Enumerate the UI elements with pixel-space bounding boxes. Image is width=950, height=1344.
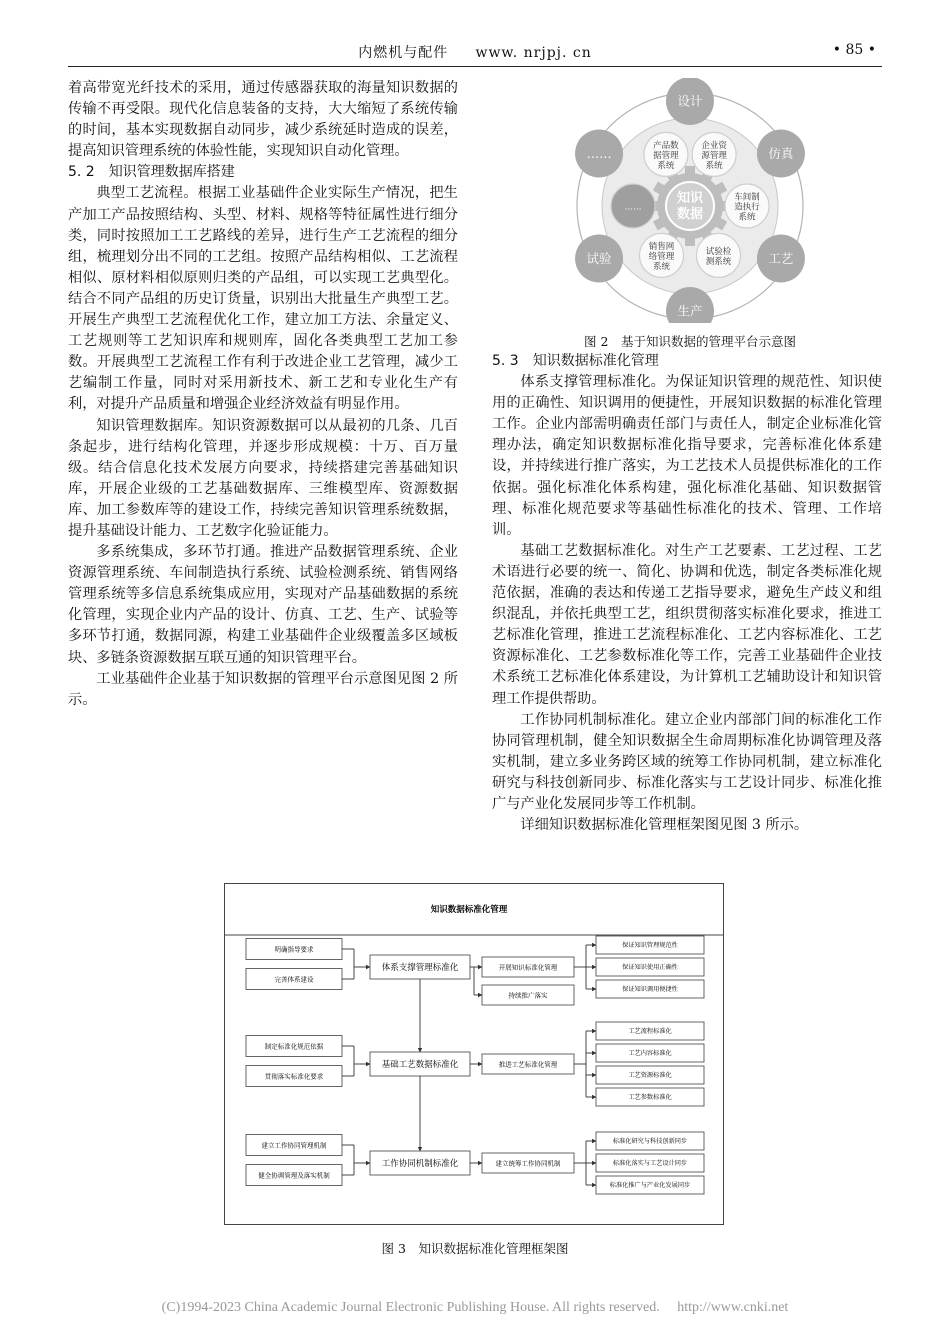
fig3-title: 知识数据标准化管理 [430,905,508,915]
fig2-system-label: 系统 [738,212,756,223]
copyright-footer: (C)1994-2023 China Academic Journal Electronic Publishing House. All rights reserved. http://www.cnki.net [161,1300,789,1315]
fig3-input-box-label: 健全协调管理及落实机制 [258,1171,330,1180]
fig2-system-label: 试验检 [705,246,732,257]
right-column [492,351,882,836]
fig3-output-box-label: 标准化研究与科技创新同步 [612,1138,688,1146]
fig3-output-box-label: 工艺流程标准化 [628,1028,672,1036]
fig2-system-label: 产品数 [653,140,679,151]
header-rule [68,66,882,67]
paragraph: 体系支撑管理标准化。为保证知识管理的规范性、知识使用的正确性、知识调用的便捷性，开展知识数据的标准化管理工作。企业内部需明确责任部门与责任人，制定企业标准化管理办法，确定知识数据标准化指导要求，完善标准化体系建设，并持续进行推广落实，为工艺技术人员提供标准化的工作依据。强化标准化体系构建，强化标准化基础、知识数据管理、标准化规范要求等基础性标准化的技术、管理、工作培训。 [492,374,882,538]
fig2-system-label: 企业资 [701,140,727,151]
fig2-system-label: 系统 [705,160,723,171]
fig2-stage-label: …… [586,146,612,161]
fig3-main-box-label: 体系支撑管理标准化 [381,963,459,974]
fig3-process-box-label: 推进工艺标准化管理 [498,1060,558,1069]
section-heading-5-2: 5. 2 知识管理数据库搭建 [68,164,235,181]
fig3-output-box-label: 工艺参数标准化 [628,1094,672,1102]
paragraph: 工作协同机制标准化。建立企业内部部门间的标准化工作协同管理机制，健全知识数据全生命周期标准化协调管理及落实机制，建立多业务跨区域的统筹工作协同机制，建立标准化研究与科技创新同步、标准化落实与工艺设计同步、标准化推广与产业化发展同步等工作机制。 [492,711,882,812]
paragraph: 典型工艺流程。根据工业基础件企业实际生产情况，把生产加工产品按照结构、头型、材料、规格等特征属性进行细分类，同时按照加工工艺路线的差异，进行生产工艺流程的细分组，梳理划分出不同的工艺组。按照产品结构相似、工艺流程相似、原材料相似原则归类的产品组，可以实现工艺典型化。结合不同产品组的历史订货量，识别出大批量生产典型工艺。开展生产典型工艺流程优化工作，建立加工方法、余量定义、工艺规则等工艺知识库和规则库，固化各类典型工艺加工参数。开展典型工艺流程工作有利于改进企业工艺管理，减少工艺编制工作量，同时对采用新技术、新工艺和专业化生产有利，对提升产品质量和增强企业经济效益有明显作用。 [68,185,458,413]
fig3-input-box-label: 制定标准化规范依据 [264,1042,324,1051]
fig2-stage-label: 试验 [586,251,612,266]
left-column [68,78,458,711]
fig2-stage-label: 设计 [677,93,703,109]
fig3-output-box-label: 工艺资源标准化 [628,1072,672,1080]
fig3-process-box-label: 开展知识标准化管理 [498,963,558,972]
figure-3-caption: 图 3 知识数据标准化管理框架图 [381,1241,569,1256]
fig3-output-box-label: 保证知识调用便捷性 [622,986,678,994]
fig2-system-label: 络管理 [648,251,675,262]
figure-3-diagram [224,883,724,1225]
fig3-output-box-label: 保证知识使用正确性 [622,964,678,972]
fig3-output-box-label: 标准化推广与产业化发展同步 [609,1182,691,1190]
fig3-input-box-label: 贯彻落实标准化要求 [264,1072,324,1081]
fig3-main-box-label: 工作协同机制标准化 [381,1159,459,1170]
fig2-system-label: 据管理 [653,150,679,161]
fig2-system-label: 造执行 [734,202,760,213]
fig3-main-box-label: 基础工艺数据标准化 [381,1060,459,1071]
fig3-input-box-label: 明确指导要求 [274,945,314,954]
paragraph: 知识管理数据库。知识资源数据可以从最初的几条、几百条起步，进行结构化管理，并逐步形成规模：十万、百万量级。结合信息化技术发展方向要求，持续搭建完善基础知识库，开展企业级的工艺基础数据库、三维模型库、资源数据库、加工参数库等的建设工作，持续完善知识管理系统数据，提升基础设计能力、工艺数字化验证能力。 [68,417,458,539]
paragraph: 工业基础件企业基于知识数据的管理平台示意图见图 2 所示。 [68,670,458,708]
fig3-process-box-label: 建立统筹工作协同机制 [495,1159,561,1168]
page-number: • 85 • [832,42,876,58]
journal-name: 内燃机与配件 [358,45,449,61]
paragraph: 基础工艺数据标准化。对生产工艺要素、工艺过程、工艺术语进行必要的统一、简化、协调和优选，制定各类标准化规范依据，准确的表达和传递工艺指导要求，避免生产歧义和组织混乱，并依托典型工艺，组织贯彻落实标准化要求，推进工艺标准化管理，推进工艺流程标准化、工艺内容标准化、工艺资源标准化、工艺参数标准化等工作，完善工业基础件企业技术系统工艺标准化体系建设，为计算机工艺辅助设计和知识管理工作提供帮助。 [492,542,882,707]
fig2-stage-label: 生产 [677,303,703,319]
fig2-stage-label: 工艺 [768,251,794,266]
fig3-output-box-label: 保证知识管理规范性 [622,942,678,950]
paragraph: 着高带宽光纤技术的采用，通过传感器获取的海量知识数据的传输不再受限。现代化信息装备的支持，大大缩短了系统传输的时间，基本实现数据自动同步，减少系统延时造成的误差，提高知识管理系统的体验性能，实现知识自动化管理。 [68,80,458,160]
fig3-output-box-label: 标准化落实与工艺设计同步 [612,1160,688,1168]
figure-2-caption: 图 2 基于知识数据的管理平台示意图 [584,334,796,349]
fig3-process-box-label: 持续推广落实 [508,991,548,1000]
fig2-system-label: 销售网 [648,241,675,252]
section-heading-5-3: 5. 3 知识数据标准化管理 [492,353,659,369]
journal-url: www. nrjpj. cn [475,45,592,61]
fig2-system-label: 测系统 [705,256,732,267]
fig2-system-label: 源管理 [701,150,727,161]
fig2-system-label: 车间制 [734,192,760,203]
figure-2-diagram [575,78,805,323]
fig3-output-box-label: 工艺内容标准化 [628,1050,672,1058]
paragraph: 多系统集成，多环节打通。推进产品数据管理系统、企业资源管理系统、车间制造执行系统、试验检测系统、销售网络管理系统等多信息系统集成应用，实现对产品基础数据的系统化管理，实现企业内产品的设计、仿真、工艺、生产、试验等多环节打通，数据同源，构建工业基础件企业级覆盖多区域板块、多链条资源数据互联互通的知识管理平台。 [68,544,458,666]
fig2-center-line1: 知识 [676,191,704,206]
page-header [68,36,882,66]
fig2-center-line2: 数据 [676,207,704,222]
fig2-system-label: 系统 [652,261,671,272]
fig3-input-box-label: 建立工作协同管理机制 [261,1141,327,1150]
fig2-system-label: 系统 [657,160,675,171]
paragraph: 详细知识数据标准化管理框架图见图 3 所示。 [520,817,809,834]
fig2-system-label: …… [624,202,642,213]
fig2-stage-label: 仿真 [768,146,794,161]
fig3-input-box-label: 完善体系建设 [274,975,314,984]
